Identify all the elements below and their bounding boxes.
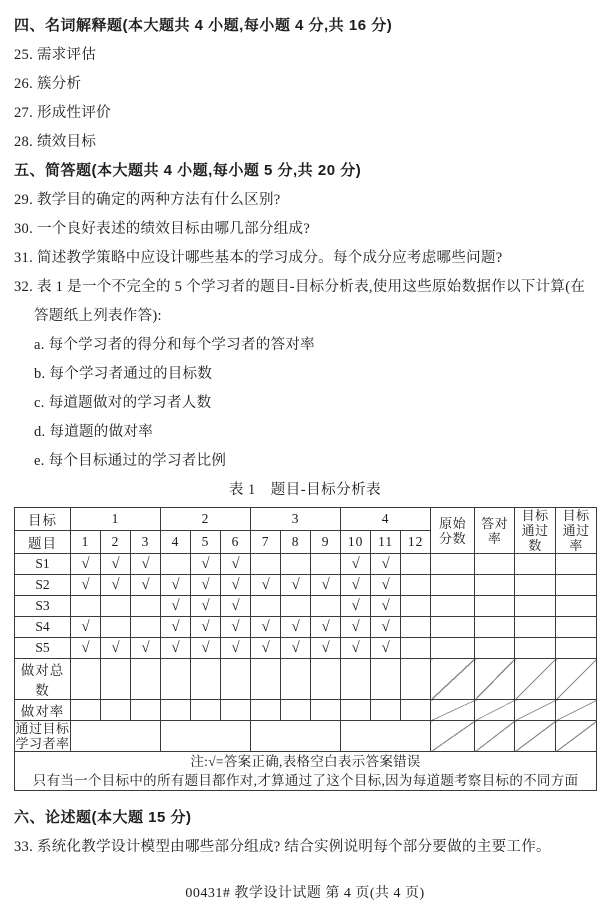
raw-score-cell	[431, 617, 475, 638]
student-row-s1	[15, 554, 597, 575]
mark-cell	[401, 638, 431, 659]
student-row-s2	[15, 575, 597, 596]
question-31: 31. 简述教学策略中应设计哪些基本的学习成分。每个成分应考虑哪些问题?	[14, 250, 503, 266]
objective-pass-rate-cell	[556, 596, 597, 617]
objective-pass-count-cell	[515, 575, 556, 596]
mark-cell: √	[251, 575, 281, 596]
question-32-sub-e: e. 每个目标通过的学习者比例	[34, 453, 227, 469]
objective-2-cell: 2	[161, 508, 251, 531]
raw-score-cell	[431, 638, 475, 659]
question-col-8: 8	[281, 531, 311, 554]
objective-pass-count-cell	[515, 554, 556, 575]
correct-rate-row	[15, 700, 597, 721]
diagonal-cell	[475, 659, 515, 700]
mark-cell: √	[341, 596, 371, 617]
mark-cell: √	[191, 596, 221, 617]
question-col-12: 12	[401, 531, 431, 554]
empty-cell	[341, 700, 371, 721]
mark-cell: √	[251, 638, 281, 659]
objective-2-merged-cell	[161, 721, 251, 752]
empty-cell	[71, 700, 101, 721]
empty-cell	[251, 659, 281, 700]
mark-cell: √	[311, 575, 341, 596]
student-label: S2	[15, 575, 71, 596]
page-footer: 00431# 教学设计试题 第 4 页(共 4 页)	[185, 886, 425, 901]
mark-cell	[251, 554, 281, 575]
mark-cell: √	[71, 554, 101, 575]
mark-cell: √	[371, 638, 401, 659]
mark-cell	[311, 554, 341, 575]
empty-cell	[281, 659, 311, 700]
empty-cell	[311, 700, 341, 721]
answer-rate-cell	[475, 617, 515, 638]
mark-cell: √	[221, 638, 251, 659]
question-32-sub-b: b. 每个学习者通过的目标数	[34, 366, 213, 382]
diagonal-cell	[431, 659, 475, 700]
question-32-line-1: 32. 表 1 是一个不完全的 5 个学习者的题目-目标分析表,使用这些原始数据作以下计算(在	[14, 279, 586, 295]
empty-cell	[101, 700, 131, 721]
student-row-s5	[15, 638, 597, 659]
objective-pass-rate-cell	[556, 617, 597, 638]
objective-pass-count-header: 目标 通过数	[515, 508, 556, 554]
header-row-objectives	[15, 508, 597, 531]
mark-cell: √	[71, 617, 101, 638]
diagonal-cell	[515, 659, 556, 700]
mark-cell: √	[371, 575, 401, 596]
objective-pass-count-cell	[515, 596, 556, 617]
diagonal-cell	[475, 700, 515, 721]
mark-cell: √	[191, 638, 221, 659]
mark-cell	[401, 617, 431, 638]
mark-cell: √	[281, 617, 311, 638]
mark-cell: √	[161, 617, 191, 638]
mark-cell: √	[371, 596, 401, 617]
empty-cell	[71, 659, 101, 700]
note-row	[15, 752, 597, 791]
empty-cell	[251, 700, 281, 721]
objective-pass-rate-cell	[556, 575, 597, 596]
mark-cell: √	[161, 596, 191, 617]
mark-cell: √	[221, 554, 251, 575]
objective-pass-rate-cell	[556, 554, 597, 575]
mark-cell: √	[281, 575, 311, 596]
table-note	[15, 752, 597, 791]
section-4-heading: 四、名词解释题(本大题共 4 小题,每小题 4 分,共 16 分)	[14, 17, 393, 34]
mark-cell	[131, 596, 161, 617]
objective-pass-count-cell	[515, 617, 556, 638]
question-32-sub-c: c. 每道题做对的学习者人数	[34, 395, 212, 411]
question-col-9: 9	[311, 531, 341, 554]
mark-cell	[161, 554, 191, 575]
question-col-2: 2	[101, 531, 131, 554]
mark-cell: √	[101, 638, 131, 659]
mark-cell: √	[221, 575, 251, 596]
mark-cell	[401, 596, 431, 617]
mark-cell: √	[101, 554, 131, 575]
correct-rate-label: 做对率	[15, 700, 71, 721]
empty-cell	[221, 700, 251, 721]
objective-pass-count-cell	[515, 638, 556, 659]
student-row-s3	[15, 596, 597, 617]
mark-cell: √	[341, 575, 371, 596]
question-32	[14, 279, 596, 324]
mark-cell: √	[221, 596, 251, 617]
mark-cell: √	[131, 554, 161, 575]
diagonal-cell	[515, 700, 556, 721]
mark-cell: √	[341, 554, 371, 575]
student-row-s4	[15, 617, 597, 638]
diagonal-cell	[431, 721, 475, 752]
question-col-5: 5	[191, 531, 221, 554]
question-33: 33. 系统化教学设计模型由哪些部分组成? 结合实例说明每个部分要做的主要工作。	[14, 839, 551, 855]
student-label: S5	[15, 638, 71, 659]
objective-1-merged-cell	[71, 721, 161, 752]
objective-pass-learner-rate-row	[15, 721, 597, 752]
mark-cell	[281, 596, 311, 617]
diagonal-cell	[431, 700, 475, 721]
total-correct-label: 做对总数	[15, 659, 71, 700]
mark-cell: √	[101, 575, 131, 596]
question-28: 28. 绩效目标	[14, 134, 97, 150]
diagonal-cell	[515, 721, 556, 752]
question-29: 29. 教学目的确定的两种方法有什么区别?	[14, 192, 281, 208]
empty-cell	[371, 659, 401, 700]
student-label: S3	[15, 596, 71, 617]
mark-cell: √	[191, 554, 221, 575]
empty-cell	[401, 700, 431, 721]
objective-4-merged-cell	[341, 721, 431, 752]
mark-cell: √	[161, 575, 191, 596]
mark-cell	[131, 617, 161, 638]
empty-cell	[161, 700, 191, 721]
raw-score-cell	[431, 554, 475, 575]
diagonal-cell	[556, 700, 597, 721]
table-caption: 表 1 题目-目标分析表	[228, 482, 382, 498]
empty-cell	[401, 659, 431, 700]
empty-cell	[191, 700, 221, 721]
raw-score-cell	[431, 575, 475, 596]
mark-cell: √	[371, 554, 401, 575]
question-col-4: 4	[161, 531, 191, 554]
item-objective-analysis-table	[14, 507, 597, 791]
answer-rate-cell	[475, 554, 515, 575]
mark-cell	[311, 596, 341, 617]
question-27: 27. 形成性评价	[14, 105, 111, 121]
empty-cell	[101, 659, 131, 700]
note-line-2: 只有当一个目标中的所有题目都作对,才算通过了这个目标,因为每道题考察目标的不同方面	[32, 773, 579, 788]
mark-cell: √	[131, 638, 161, 659]
mark-cell: √	[341, 617, 371, 638]
question-col-11: 11	[371, 531, 401, 554]
question-col-3: 3	[131, 531, 161, 554]
mark-cell: √	[371, 617, 401, 638]
objective-4-cell: 4	[341, 508, 431, 531]
mark-cell: √	[71, 575, 101, 596]
mark-cell: √	[191, 617, 221, 638]
question-32-line-2: 答题纸上列表作答):	[34, 308, 162, 324]
mark-cell	[101, 596, 131, 617]
mark-cell: √	[71, 638, 101, 659]
objective-pass-rate-header: 目标 通过率	[556, 508, 597, 554]
note-line-1: 注:√=答案正确,表格空白表示答案错误	[190, 754, 421, 769]
total-correct-row	[15, 659, 597, 700]
mark-cell: √	[311, 617, 341, 638]
objective-3-merged-cell	[251, 721, 341, 752]
objective-1-cell: 1	[71, 508, 161, 531]
mark-cell: √	[341, 638, 371, 659]
empty-cell	[131, 659, 161, 700]
mark-cell: √	[221, 617, 251, 638]
objective-pass-learner-rate-label: 通过目标 学习者率	[15, 721, 70, 751]
question-col-10: 10	[341, 531, 371, 554]
mark-cell: √	[281, 638, 311, 659]
answer-rate-cell	[475, 638, 515, 659]
question-32-sub-a: a. 每个学习者的得分和每个学习者的答对率	[34, 337, 315, 353]
section-5-heading: 五、简答题(本大题共 4 小题,每小题 5 分,共 20 分)	[14, 162, 362, 179]
objective-label-cell: 目标	[15, 508, 71, 531]
mark-cell	[401, 575, 431, 596]
empty-cell	[311, 659, 341, 700]
empty-cell	[371, 700, 401, 721]
question-26: 26. 簇分析	[14, 76, 82, 92]
mark-cell	[281, 554, 311, 575]
question-col-7: 7	[251, 531, 281, 554]
answer-rate-cell	[475, 596, 515, 617]
answer-rate-cell	[475, 575, 515, 596]
mark-cell	[101, 617, 131, 638]
diagonal-cell	[556, 659, 597, 700]
student-label: S1	[15, 554, 71, 575]
question-col-1: 1	[71, 531, 101, 554]
mark-cell	[251, 596, 281, 617]
objective-pass-rate-cell	[556, 638, 597, 659]
student-label: S4	[15, 617, 71, 638]
section-6-heading: 六、论述题(本大题 15 分)	[14, 809, 192, 826]
diagonal-cell	[475, 721, 515, 752]
mark-cell: √	[311, 638, 341, 659]
mark-cell	[71, 596, 101, 617]
empty-cell	[221, 659, 251, 700]
empty-cell	[341, 659, 371, 700]
mark-cell: √	[131, 575, 161, 596]
objective-3-cell: 3	[251, 508, 341, 531]
mark-cell: √	[191, 575, 221, 596]
question-25: 25. 需求评估	[14, 47, 97, 63]
empty-cell	[161, 659, 191, 700]
answer-rate-header: 答对率	[475, 508, 515, 554]
empty-cell	[281, 700, 311, 721]
raw-score-header: 原始 分数	[431, 508, 475, 554]
question-30: 30. 一个良好表述的绩效目标由哪几部分组成?	[14, 221, 311, 237]
mark-cell	[401, 554, 431, 575]
mark-cell: √	[161, 638, 191, 659]
question-label-cell: 题目	[15, 531, 71, 554]
diagonal-cell	[556, 721, 597, 752]
question-32-sub-d: d. 每道题的做对率	[34, 424, 153, 440]
empty-cell	[191, 659, 221, 700]
question-col-6: 6	[221, 531, 251, 554]
empty-cell	[131, 700, 161, 721]
raw-score-cell	[431, 596, 475, 617]
mark-cell: √	[251, 617, 281, 638]
